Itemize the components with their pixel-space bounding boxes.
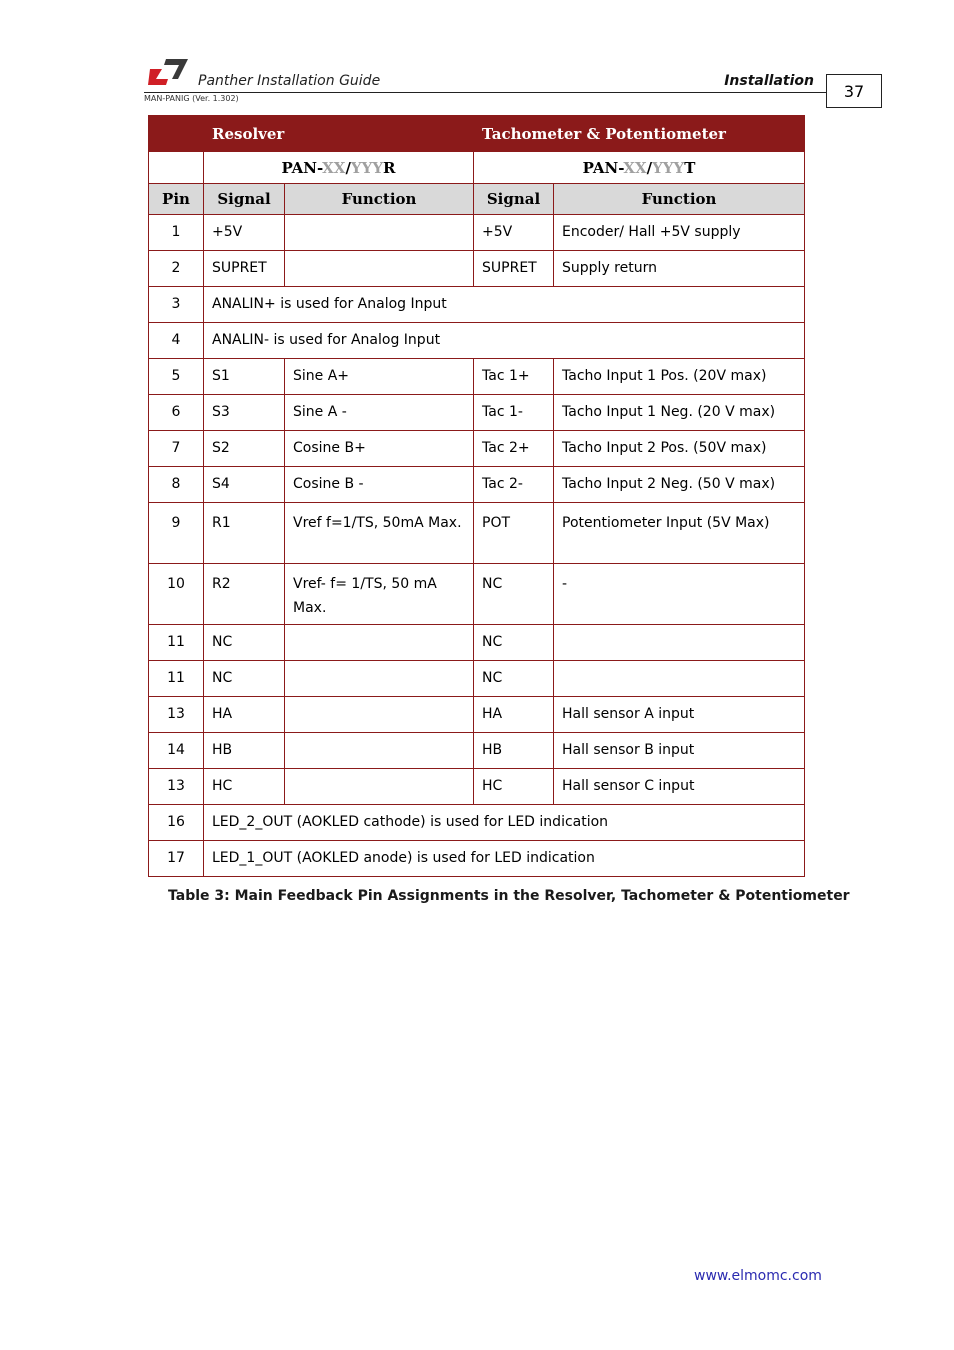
pin-cell: 11 xyxy=(149,661,204,697)
pin-cell: 11 xyxy=(149,625,204,661)
resolver-signal-cell: SUPRET xyxy=(204,251,285,287)
tacho-function-cell: - xyxy=(554,564,805,625)
website-link[interactable]: www.elmomc.com xyxy=(694,1268,822,1284)
table-row xyxy=(149,467,805,503)
table-row xyxy=(149,323,805,359)
tacho-function-cell: Tacho Input 2 Pos. (50V max) xyxy=(554,431,805,467)
model-row xyxy=(149,152,805,184)
document-version: MAN-PANIG (Ver. 1.302) xyxy=(144,94,239,103)
tacho-signal-cell: HC xyxy=(474,769,554,805)
group-tacho: Tachometer & Potentiometer xyxy=(474,116,805,152)
table-caption: Table 3: Main Feedback Pin Assignments in the Resolver, Tachometer & Potentiometer xyxy=(168,888,850,904)
resolver-signal-cell: NC xyxy=(204,661,285,697)
description-cell: ANALIN+ is used for Analog Input xyxy=(204,287,805,323)
resolver-function-cell: Vref- f= 1/TS, 50 mA Max. xyxy=(285,564,474,625)
col-signal: Signal xyxy=(204,184,285,215)
resolver-signal-cell: +5V xyxy=(204,215,285,251)
table-row xyxy=(149,431,805,467)
tacho-signal-cell: POT xyxy=(474,503,554,564)
pin-cell: 10 xyxy=(149,564,204,625)
pin-cell: 13 xyxy=(149,697,204,733)
model-empty xyxy=(149,152,204,184)
group-header-empty xyxy=(149,116,204,152)
elmo-logo-icon xyxy=(148,57,190,87)
tacho-signal-cell: +5V xyxy=(474,215,554,251)
page-number: 37 xyxy=(826,74,882,108)
model-slash: / xyxy=(345,158,351,177)
resolver-function-cell: Sine A+ xyxy=(285,359,474,395)
table-row xyxy=(149,503,805,564)
resolver-function-cell: Sine A - xyxy=(285,395,474,431)
column-header-row xyxy=(149,184,805,215)
tacho-function-cell: Hall sensor A input xyxy=(554,697,805,733)
model-xx: XX xyxy=(322,158,346,177)
pin-cell: 9 xyxy=(149,503,204,564)
model-slash: / xyxy=(646,158,653,177)
group-resolver: Resolver xyxy=(204,116,474,152)
resolver-function-cell xyxy=(285,215,474,251)
pin-cell: 17 xyxy=(149,841,204,877)
model-prefix: PAN- xyxy=(582,158,624,177)
section-title: Installation xyxy=(724,73,814,89)
tacho-signal-cell: HA xyxy=(474,697,554,733)
pin-cell: 3 xyxy=(149,287,204,323)
pin-cell: 14 xyxy=(149,733,204,769)
tacho-function-cell xyxy=(554,661,805,697)
tacho-function-cell xyxy=(554,625,805,661)
resolver-signal-cell: S4 xyxy=(204,467,285,503)
tacho-function-cell: Potentiometer Input (5V Max) xyxy=(554,503,805,564)
tacho-function-cell: Tacho Input 2 Neg. (50 V max) xyxy=(554,467,805,503)
tacho-function-cell: Tacho Input 1 Neg. (20 V max) xyxy=(554,395,805,431)
model-suffix: R xyxy=(383,158,396,177)
tacho-function-cell: Hall sensor B input xyxy=(554,733,805,769)
pin-cell: 1 xyxy=(149,215,204,251)
resolver-function-cell xyxy=(285,251,474,287)
table-row xyxy=(149,251,805,287)
tacho-function-cell: Tacho Input 1 Pos. (20V max) xyxy=(554,359,805,395)
tacho-signal-cell: HB xyxy=(474,733,554,769)
tacho-signal-cell: Tac 1- xyxy=(474,395,554,431)
resolver-function-cell: Cosine B+ xyxy=(285,431,474,467)
table-row xyxy=(149,841,805,877)
resolver-signal-cell: S2 xyxy=(204,431,285,467)
table-row xyxy=(149,769,805,805)
model-yyy: YYY xyxy=(350,158,384,177)
resolver-function-cell xyxy=(285,661,474,697)
resolver-function-cell: Vref f=1/TS, 50mA Max. xyxy=(285,503,474,564)
resolver-model xyxy=(204,152,474,184)
table-row xyxy=(149,395,805,431)
model-yyy: YYY xyxy=(652,158,685,177)
resolver-function-cell: Cosine B - xyxy=(285,467,474,503)
resolver-function-cell xyxy=(285,769,474,805)
col-function-2: Function xyxy=(554,184,805,215)
resolver-function-cell xyxy=(285,733,474,769)
table-row xyxy=(149,215,805,251)
col-pin: Pin xyxy=(149,184,204,215)
tacho-signal-cell: NC xyxy=(474,564,554,625)
description-cell: ANALIN- is used for Analog Input xyxy=(204,323,805,359)
table-row xyxy=(149,359,805,395)
model-xx: XX xyxy=(623,158,647,177)
pin-cell: 6 xyxy=(149,395,204,431)
resolver-signal-cell: S1 xyxy=(204,359,285,395)
tacho-signal-cell: Tac 2- xyxy=(474,467,554,503)
tacho-function-cell: Hall sensor C input xyxy=(554,769,805,805)
header-divider xyxy=(144,92,826,93)
model-prefix: PAN- xyxy=(281,158,323,177)
model-suffix: T xyxy=(684,158,696,177)
resolver-signal-cell: HB xyxy=(204,733,285,769)
resolver-function-cell xyxy=(285,625,474,661)
table-row xyxy=(149,733,805,769)
pin-cell: 13 xyxy=(149,769,204,805)
tacho-signal-cell: NC xyxy=(474,625,554,661)
description-cell: LED_1_OUT (AOKLED anode) is used for LED indication xyxy=(204,841,805,877)
table-row xyxy=(149,805,805,841)
pin-cell: 7 xyxy=(149,431,204,467)
table-row xyxy=(149,625,805,661)
document-title: Panther Installation Guide xyxy=(198,73,381,89)
resolver-signal-cell: HA xyxy=(204,697,285,733)
resolver-signal-cell: S3 xyxy=(204,395,285,431)
resolver-signal-cell: R2 xyxy=(204,564,285,625)
resolver-signal-cell: HC xyxy=(204,769,285,805)
col-signal-2: Signal xyxy=(474,184,554,215)
description-cell: LED_2_OUT (AOKLED cathode) is used for LED indication xyxy=(204,805,805,841)
tacho-function-cell: Supply return xyxy=(554,251,805,287)
resolver-function-cell xyxy=(285,697,474,733)
resolver-signal-cell: R1 xyxy=(204,503,285,564)
table-row xyxy=(149,661,805,697)
table-row xyxy=(149,564,805,625)
pin-cell: 8 xyxy=(149,467,204,503)
tacho-signal-cell: NC xyxy=(474,661,554,697)
tacho-model xyxy=(474,152,805,184)
table-row xyxy=(149,287,805,323)
pin-cell: 4 xyxy=(149,323,204,359)
pin-cell: 5 xyxy=(149,359,204,395)
col-function: Function xyxy=(285,184,474,215)
pin-cell: 16 xyxy=(149,805,204,841)
pin-cell: 2 xyxy=(149,251,204,287)
tacho-function-cell: Encoder/ Hall +5V supply xyxy=(554,215,805,251)
group-header-row xyxy=(149,116,805,152)
pin-assignment-table xyxy=(148,115,805,877)
table-row xyxy=(149,697,805,733)
tacho-signal-cell: Tac 1+ xyxy=(474,359,554,395)
resolver-signal-cell: NC xyxy=(204,625,285,661)
tacho-signal-cell: SUPRET xyxy=(474,251,554,287)
tacho-signal-cell: Tac 2+ xyxy=(474,431,554,467)
